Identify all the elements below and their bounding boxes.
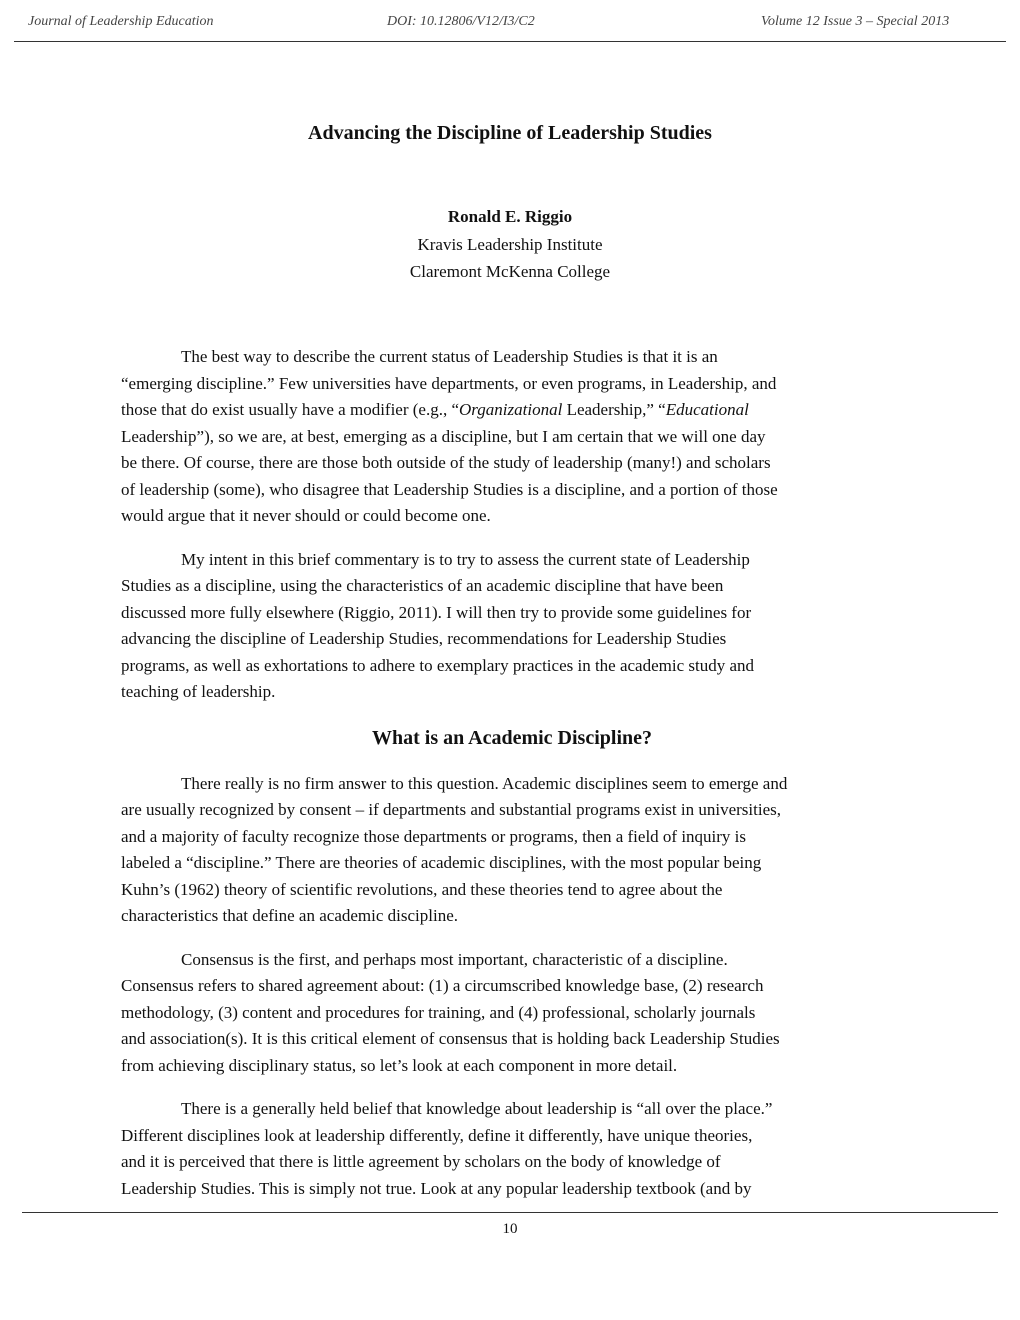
footer-rule xyxy=(22,1212,998,1213)
header-volume: Volume 12 Issue 3 – Special 2013 xyxy=(761,14,950,29)
text-line: Consensus refers to shared agreement about: (1) a circumscribed knowledge base, (2) research xyxy=(121,976,764,995)
section-heading: What is an Academic Discipline? xyxy=(371,726,652,749)
text-line: teaching of leadership. xyxy=(121,682,276,701)
italic-text: Organizational xyxy=(459,400,563,419)
text-line: and it is perceived that there is little agreement by scholars on the body of knowledge of xyxy=(121,1152,721,1171)
article-title: Advancing the Discipline of Leadership Studies xyxy=(308,122,712,144)
text-line: Different disciplines look at leadership differently, define it differently, have unique theories, xyxy=(121,1125,753,1145)
text-line xyxy=(121,397,921,424)
text-line: would argue that it never should or could become one. xyxy=(121,506,491,525)
text-line: There really is no firm answer to this question. Academic disciplines seem to emerge and xyxy=(181,773,788,793)
text-line: There is a generally held belief that knowledge about leadership is “all over the place.” xyxy=(181,1099,773,1118)
text-line: Studies as a discipline, using the characteristics of an academic discipline that have been xyxy=(121,576,724,595)
paragraph xyxy=(121,547,921,706)
text-line: Leadership Studies. This is simply not true. Look at any popular leadership textbook (and by xyxy=(121,1178,752,1198)
text-line: methodology, (3) content and procedures for training, and (4) professional, scholarly journals xyxy=(121,1002,756,1022)
paragraph xyxy=(121,1096,921,1202)
header-rule xyxy=(14,41,1006,42)
text-line: Consensus is the first, and perhaps most important, characteristic of a discipline. xyxy=(181,949,728,969)
text-segment: those that do exist usually have a modifier (e.g., “ xyxy=(121,400,460,419)
header-doi: DOI: 10.12806/V12/I3/C2 xyxy=(387,14,535,29)
text-segment: Leadership,” “ xyxy=(562,400,666,419)
text-line: be there. Of course, there are those both outside of the study of leadership (many!) and scholars xyxy=(121,453,771,472)
header-journal: Journal of Leadership Education xyxy=(28,14,214,29)
text-line: “emerging discipline.” Few universities have departments, or even programs, in Leadership, and xyxy=(121,373,777,393)
author-affiliation-1: Kravis Leadership Institute xyxy=(417,235,603,254)
paragraph xyxy=(121,947,921,1080)
text-line: of leadership (some), who disagree that Leadership Studies is a discipline, and a portion of those xyxy=(121,479,778,499)
paragraph xyxy=(121,344,921,530)
text-line: advancing the discipline of Leadership Studies, recommendations for Leadership Studies xyxy=(121,629,727,648)
text-line: discussed more fully elsewhere (Riggio, 2011). I will then try to provide some guidelines for xyxy=(121,602,752,622)
text-line: and association(s). It is this critical element of consensus that is holding back Leadership Studies xyxy=(121,1029,780,1048)
text-line: and a majority of faculty recognize those departments or programs, then a field of inquiry is xyxy=(121,826,747,846)
article-body xyxy=(121,344,921,1219)
text-line: My intent in this brief commentary is to try to assess the current state of Leadership xyxy=(181,549,750,569)
text-line: Leadership”), so we are, at best, emerging as a discipline, but I am certain that we will one day xyxy=(121,426,766,446)
author-name: Ronald E. Riggio xyxy=(447,207,573,226)
author-affiliation-2: Claremont McKenna College xyxy=(409,262,611,281)
text-line: Kuhn’s (1962) theory of scientific revolutions, and these theories tend to agree about the xyxy=(121,879,723,899)
text-line: from achieving disciplinary status, so let’s look at each component in more detail. xyxy=(121,1055,678,1075)
text-line: The best way to describe the current status of Leadership Studies is that it is an xyxy=(181,347,718,366)
text-line: are usually recognized by consent – if departments and substantial programs exist in universities, xyxy=(121,800,781,819)
page-number: 10 xyxy=(502,1221,518,1237)
text-line: programs, as well as exhortations to adhere to exemplary practices in the academic study and xyxy=(121,655,755,675)
paragraph xyxy=(121,771,921,930)
text-line: characteristics that define an academic discipline. xyxy=(121,906,459,925)
italic-text: Educational xyxy=(665,400,749,419)
text-line: labeled a “discipline.” There are theories of academic disciplines, with the most popular being xyxy=(121,853,762,872)
